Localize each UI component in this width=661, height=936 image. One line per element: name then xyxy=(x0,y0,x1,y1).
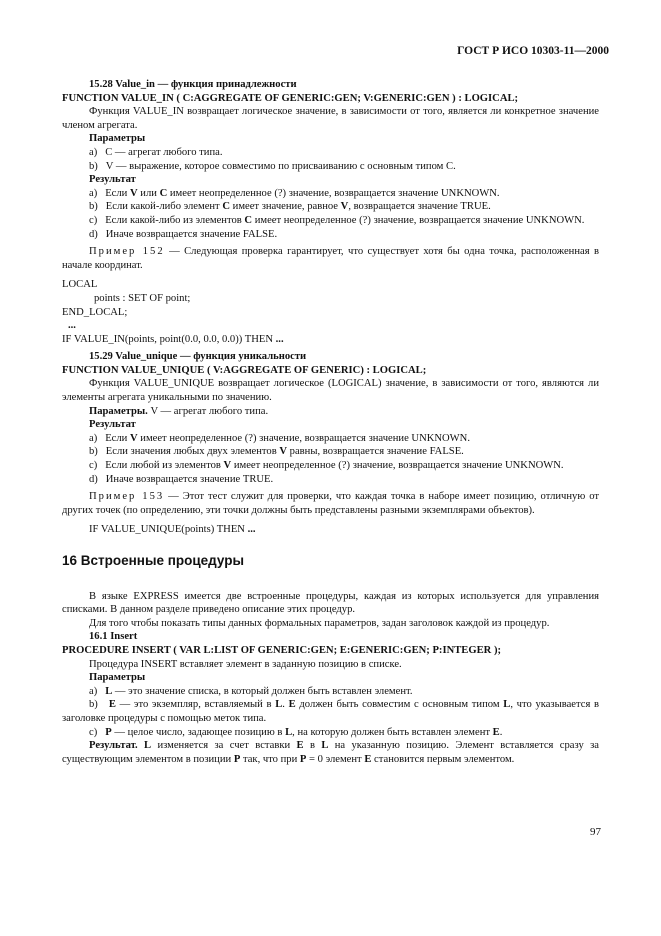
text: или xyxy=(137,187,160,199)
example-label: Пример 152 xyxy=(89,246,165,258)
list-item xyxy=(62,187,599,201)
bold-symbol: L xyxy=(321,740,329,752)
result-title: Результат xyxy=(89,419,136,431)
list-item xyxy=(62,726,599,740)
code-line: LOCAL xyxy=(62,279,98,291)
bold-symbol: V xyxy=(129,432,138,444)
text: , возвращается значение TRUE. xyxy=(348,201,491,213)
text: Если xyxy=(105,432,130,444)
ellipsis: ... xyxy=(247,524,256,536)
item-label: d) xyxy=(89,473,98,485)
bold-symbol: E xyxy=(296,740,304,752)
bold-symbol: L xyxy=(144,740,152,752)
bold-symbol: E xyxy=(364,753,372,765)
item-label: b) xyxy=(89,201,98,213)
item-label: d) xyxy=(89,228,98,240)
bold-symbol: V xyxy=(279,446,288,458)
text: Если xyxy=(105,187,130,199)
paragraph: Для того чтобы показать типы данных формальных параметров, задан заголовок каждой из процедур. xyxy=(89,617,550,629)
chapter-title: 16 Встроенные процедуры xyxy=(62,553,245,568)
text: . xyxy=(499,726,503,738)
bold-symbol: C xyxy=(159,187,168,199)
text: Если какой-либо из элементов xyxy=(105,214,245,226)
text: должен быть совместим с основным типом xyxy=(295,699,504,711)
page-number: 97 xyxy=(590,826,601,838)
item-label: a) xyxy=(89,432,98,444)
list-item xyxy=(62,473,599,487)
function-signature: FUNCTION VALUE_IN ( C:AGGREGATE OF GENERIC:GEN; V:GENERIC:GEN ) : LOGICAL; xyxy=(62,92,519,104)
params-text: V — агрегат любого типа. xyxy=(147,405,269,417)
paragraph: В языке EXPRESS имеется две встроенные процедуры, каждая из которых используется для управления списками. В данном разделе приведено описание этих процедур. xyxy=(62,590,599,616)
text: в xyxy=(303,740,322,752)
params-title: Параметры xyxy=(89,133,146,145)
paragraph: Функция VALUE_UNIQUE возвращает логическое (LOGICAL) значение, в зависимости от того, являются ли элементы агрегата уникальными по значению. xyxy=(62,378,599,404)
list-item xyxy=(62,459,599,473)
item-label: b) xyxy=(89,160,98,172)
result-paragraph xyxy=(62,739,599,766)
item-label: b) xyxy=(89,446,98,458)
example-label: Пример 153 xyxy=(89,491,165,503)
item-label: c) xyxy=(89,214,98,226)
bold-symbol: E xyxy=(492,726,500,738)
item-text: Иначе возвращается значение FALSE. xyxy=(105,228,278,240)
list-item xyxy=(62,698,599,725)
text: имеет неопределенное (?) значение, возвращается значение UNKNOWN. xyxy=(137,432,470,444)
item-label: c) xyxy=(89,460,98,472)
text: становится первым элементом. xyxy=(371,753,515,765)
list-item xyxy=(62,228,599,242)
bold-symbol: L xyxy=(105,685,113,697)
page-header: ГОСТ Р ИСО 10303-11—2000 xyxy=(457,45,609,57)
text: имеет неопределенное (?) значение, возвращается значение UNKNOWN. xyxy=(252,214,585,226)
list-item xyxy=(62,200,599,214)
procedure-signature: PROCEDURE INSERT ( VAR L:LIST OF GENERIC:GEN; E:GENERIC:GEN; P:INTEGER ); xyxy=(62,644,502,656)
code-line: ... xyxy=(68,320,76,332)
bold-symbol: V xyxy=(129,187,138,199)
bold-symbol: E xyxy=(108,699,116,711)
item-label: a) xyxy=(89,146,98,158)
section-heading-15-29: 15.29 Value_unique — функция уникальности xyxy=(89,351,307,363)
function-signature: FUNCTION VALUE_UNIQUE ( V:AGGREGATE OF GENERIC) : LOGICAL; xyxy=(62,364,427,376)
code-text: IF VALUE_IN(points, point(0.0, 0.0, 0.0)) THEN xyxy=(62,333,276,345)
item-label: a) xyxy=(89,187,98,199)
list-item xyxy=(62,214,599,228)
text: имеет неопределенное (?) значение, возвращается значение UNKNOWN. xyxy=(231,460,564,472)
code-text: IF VALUE_UNIQUE(points) THEN xyxy=(89,524,248,536)
example-text: — Этот тест служит для проверки, что каждая точка в наборе имеет позицию, отличную от других точек (по определению, эти точки должны быть представлены разными экземплярами объектов). xyxy=(62,491,600,516)
text: Если какой-либо элемент xyxy=(105,201,223,213)
text: изменяется за счет вставки xyxy=(151,740,297,752)
example-note xyxy=(62,245,599,272)
text: имеет значение, равное xyxy=(230,201,341,213)
text: , на которую должен быть вставлен элемент xyxy=(292,726,493,738)
result-title: Результат. xyxy=(89,740,138,752)
item-label: c) xyxy=(89,726,98,738)
bold-symbol: P xyxy=(299,753,307,765)
list-item xyxy=(62,685,599,699)
bold-symbol: L xyxy=(503,699,511,711)
text: равны, возвращается значение FALSE. xyxy=(287,446,464,458)
code-line xyxy=(62,523,599,537)
code-line: END_LOCAL; xyxy=(62,306,128,318)
code-line xyxy=(62,333,599,347)
params-title: Параметры xyxy=(89,672,146,684)
section-heading-16-1: 16.1 Insert xyxy=(89,631,138,643)
text: так, что при xyxy=(240,753,300,765)
section-heading-15-28: 15.28 Value_in — функция принадлежности xyxy=(89,79,297,90)
list-item xyxy=(62,160,599,174)
item-label: a) xyxy=(89,685,98,697)
page-content xyxy=(62,78,599,766)
bold-symbol: V xyxy=(223,460,232,472)
text: Если любой из элементов xyxy=(105,460,224,472)
text: , что указывается в заголовке процедуры с помощью меток типа. xyxy=(62,699,600,724)
bold-symbol: L xyxy=(285,726,293,738)
list-item xyxy=(62,432,599,446)
list-item xyxy=(62,146,599,160)
text: на указанную позицию. Элемент вставляется сразу за существующим элементом в позиции xyxy=(62,740,599,765)
item-text: Иначе возвращается значение TRUE. xyxy=(105,473,274,485)
params-title: Параметры. xyxy=(89,405,148,417)
bold-symbol: V xyxy=(340,201,349,213)
paragraph: Процедура INSERT вставляет элемент в заданную позицию в списке. xyxy=(89,658,402,670)
example-note xyxy=(62,490,599,517)
result-title: Результат xyxy=(89,174,136,186)
example-text: — Следующая проверка гарантирует, что существует хотя бы одна точка, расположенная в начале координат. xyxy=(62,246,600,271)
text: — это экземпляр, вставляемый в xyxy=(115,699,276,711)
code-line: points : SET OF point; xyxy=(94,292,191,304)
bold-symbol: E xyxy=(288,699,296,711)
ellipsis: ... xyxy=(275,333,284,345)
paragraph: Функция VALUE_IN возвращает логическое значение, в зависимости от того, является ли конкретное значение членом агрегата. xyxy=(62,106,599,131)
text: = 0 элемент xyxy=(306,753,365,765)
text: — целое число, задающее позицию в xyxy=(111,726,286,738)
code-block xyxy=(62,278,599,346)
bold-symbol: C xyxy=(222,201,230,213)
bold-symbol: L xyxy=(275,699,283,711)
bold-symbol: P xyxy=(233,753,241,765)
item-label: b) xyxy=(89,699,98,711)
list-item xyxy=(62,445,599,459)
text: имеет неопределенное (?) значение, возвращается значение UNKNOWN. xyxy=(167,187,500,199)
bold-symbol: C xyxy=(244,214,253,226)
params-line xyxy=(62,405,599,419)
text: Если значения любых двух элементов xyxy=(105,446,280,458)
item-text: V — выражение, которое совместимо по присваиванию с основным типом С. xyxy=(105,160,456,172)
item-text: С — агрегат любого типа. xyxy=(105,146,223,158)
text: . xyxy=(282,699,289,711)
text: — это значение списка, в который должен быть вставлен элемент. xyxy=(112,685,413,697)
bold-symbol: P xyxy=(105,726,112,738)
